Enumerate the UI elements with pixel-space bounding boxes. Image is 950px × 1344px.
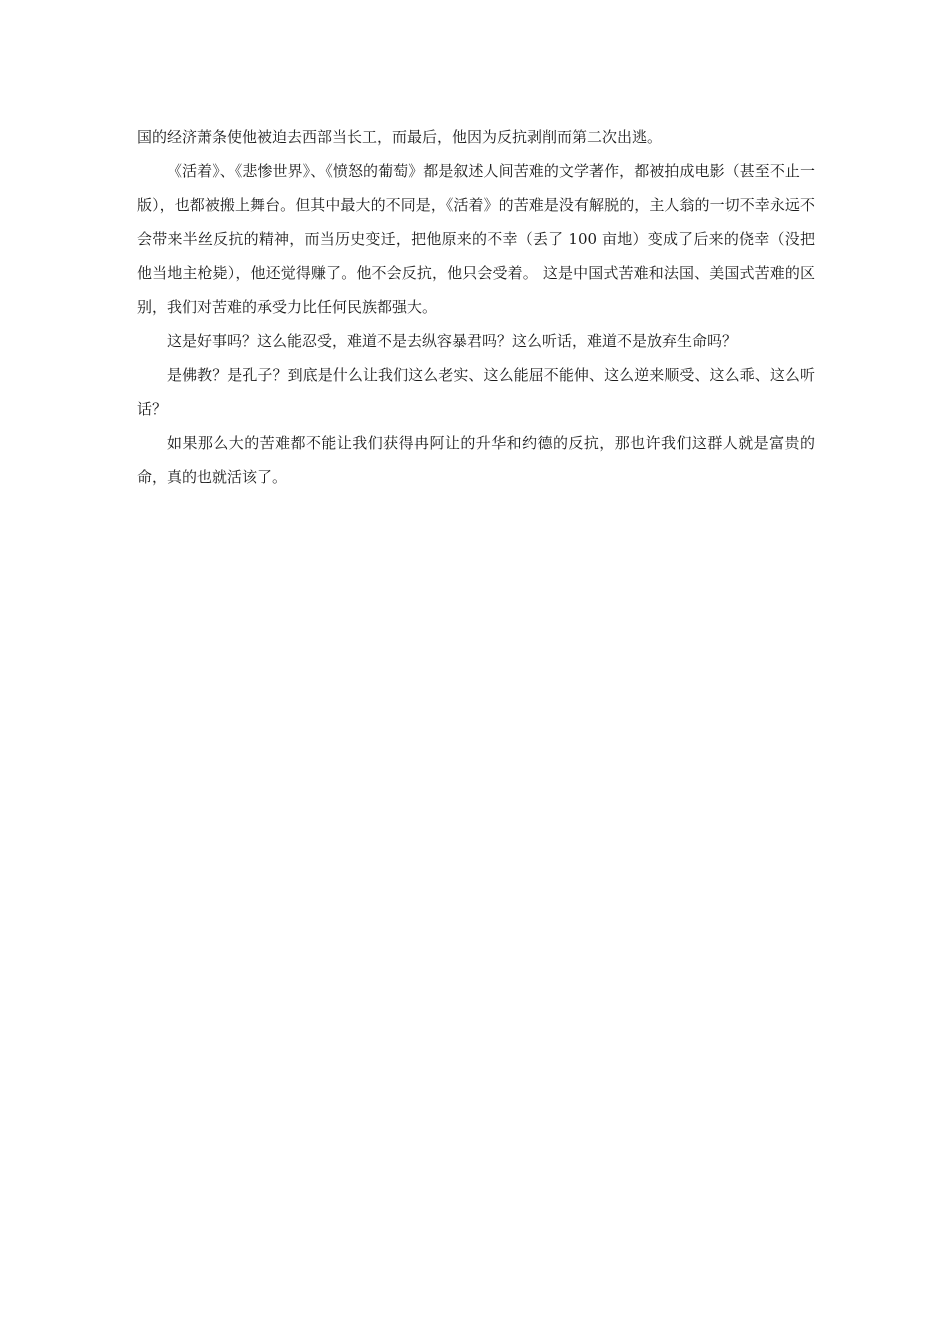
- paragraph-5: 如果那么大的苦难都不能让我们获得冉阿让的升华和约德的反抗，那也许我们这群人就是富贵的命，真的也就活该了。: [137, 434, 815, 486]
- paragraph-1: 国的经济萧条使他被迫去西部当长工，而最后，他因为反抗剥削而第二次出逃。: [137, 128, 663, 146]
- paragraph-3: 这是好事吗？这么能忍受，难道不是去纵容暴君吗？这么听话，难道不是放弃生命吗？: [167, 332, 738, 350]
- document-body: [137, 120, 815, 494]
- paragraph-4: 是佛教？是孔子？到底是什么让我们这么老实、这么能屈不能伸、这么逆来顺受、这么乖、这么听话？: [137, 366, 815, 418]
- paragraph-2: 《活着》、《悲惨世界》、《愤怒的葡萄》都是叙述人间苦难的文学著作，都被拍成电影（甚至不止一版），也都被搬上舞台。但其中最大的不同是，《活着》的苦难是没有解脱的，主人翁的一切不幸永远不会带来半丝反抗的精神，而当历史变迁，把他原来的不幸（丢了 100 亩地）变成了后来的侥幸（没把他当地主枪毙），他还觉得赚了。他不会反抗，他只会受着。 这是中国式苦难和法国、美国式苦难的区别，我们对苦难的承受力比任何民族都强大。: [137, 162, 815, 316]
